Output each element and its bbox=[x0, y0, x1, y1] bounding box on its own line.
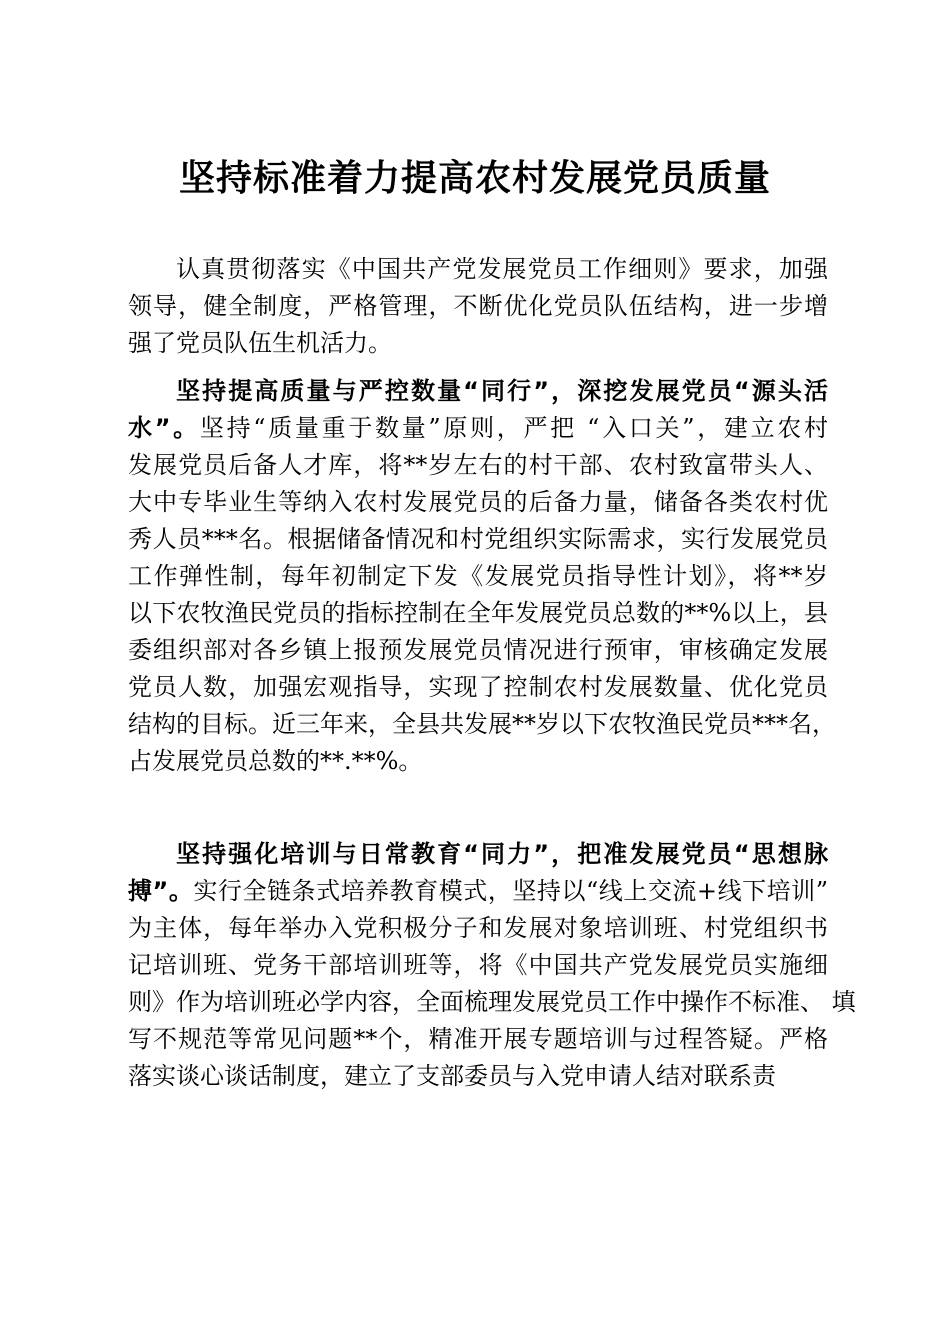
section-1-body-line: 秀人员***名。根据储备情况和村党组织实际需求，实行发展党员 bbox=[128, 525, 828, 553]
section-1-body-line: 工作弹性制，每年初制定下发《发展党员指导性计划》，将**岁 bbox=[128, 562, 828, 590]
section-1-body-line: 发展党员后备人才库，将**岁左右的村干部、农村致富带头人、 bbox=[128, 451, 828, 479]
section-1-body-line: 以下农牧渔民党员的指标控制在全年发展党员总数的**%以上，县 bbox=[128, 599, 828, 627]
intro-line: 认真贯彻落实《中国共产党发展党员工作细则》要求，加强 bbox=[176, 255, 828, 283]
section-1-paragraph bbox=[128, 373, 836, 780]
section-2-body-line: 则》作为培训班必学内容，全面梳理发展党员工作中操作不标准、 填 bbox=[128, 988, 856, 1016]
section-2-heading-line: 搏”。 bbox=[128, 877, 194, 905]
section-1-body-line: 党员人数，加强宏观指导，实现了控制农村发展数量、优化党员 bbox=[128, 673, 828, 701]
section-1-body-line: 坚持“质量重于数量”原则，严把 “入口关”，建立农村 bbox=[199, 414, 828, 442]
section-1-heading-line: 坚持提高质量与严控数量“同行”，深挖发展党员“源头活 bbox=[176, 377, 828, 405]
section-1-body-line: 结构的目标。近三年来，全县共发展**岁以下农牧渔民党员***名， bbox=[128, 710, 836, 738]
document-title: 坚持标准着力提高农村发展党员质量 bbox=[178, 157, 771, 199]
section-1-body-line: 委组织部对各乡镇上报预发展党员情况进行预审，审核确定发展 bbox=[128, 636, 828, 664]
section-1-body-line: 占发展党员总数的**.**%。 bbox=[128, 747, 423, 775]
section-2-heading-line: 坚持强化培训与日常教育“同力”，把准发展党员“思想脉 bbox=[176, 840, 828, 868]
section-1-body-line: 大中专毕业生等纳入农村发展党员的后备力量，储备各类农村优 bbox=[128, 488, 828, 516]
intro-paragraph bbox=[128, 251, 828, 362]
intro-line: 领导，健全制度，严格管理，不断优化党员队伍结构，进一步增 bbox=[128, 292, 828, 320]
section-1-heading-line: 水”。 bbox=[128, 414, 200, 442]
section-2-body-line: 记培训班、党务干部培训班等，将《中国共产党发展党员实施细 bbox=[128, 951, 828, 979]
intro-line: 强了党员队伍生机活力。 bbox=[128, 329, 392, 357]
section-2-body-line: 落实谈心谈话制度，建立了支部委员与入党申请人结对联系责 bbox=[128, 1062, 776, 1090]
section-2-body-line: 实行全链条式培养教育模式，坚持以“线上交流+线下培训” bbox=[193, 877, 828, 905]
section-2-body-line: 写不规范等常见问题**个，精准开展专题培训与过程答疑。严格 bbox=[128, 1025, 828, 1053]
section-2-paragraph bbox=[128, 836, 856, 1095]
section-2-body-line: 为主体，每年举办入党积极分子和发展对象培训班、村党组织书 bbox=[128, 914, 828, 942]
